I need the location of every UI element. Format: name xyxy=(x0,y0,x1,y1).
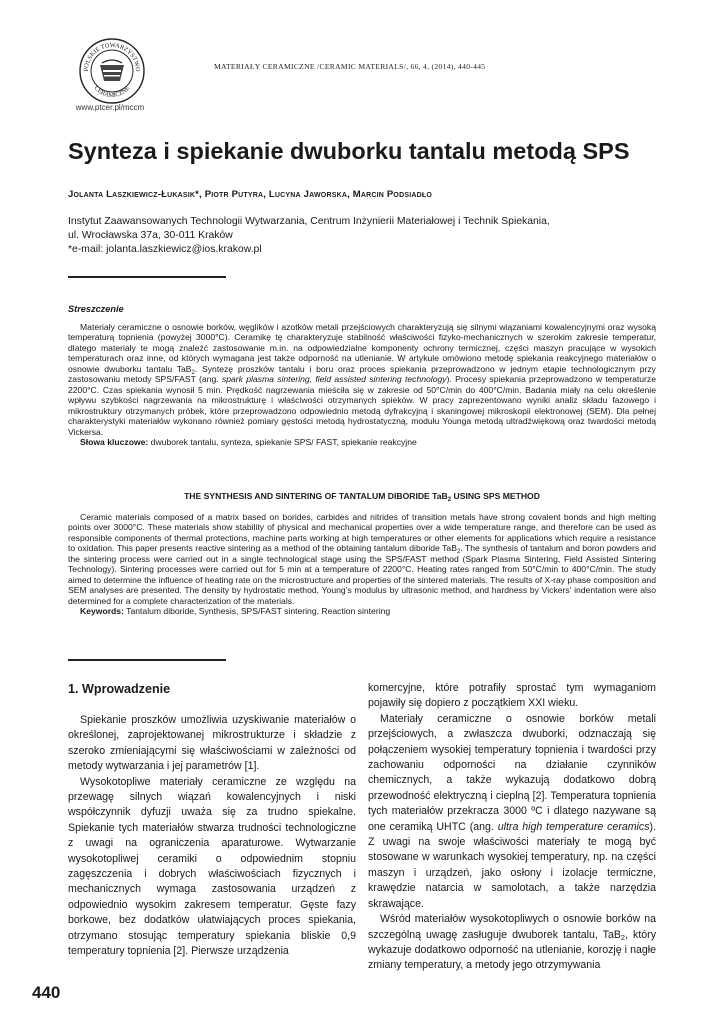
body-column-right xyxy=(368,681,656,974)
paragraph: Wśród materiałów wysokotopliwych o osnowie borków na szczególną uwagę zasługuje dwuborek tantalu, TaB$_2$, który wykazuje dodatkowo odporność na utlenianie, korozję i nagłe zmiany temperatury, a metody jego otrzymywania xyxy=(368,913,656,972)
logo-ring-bottom-text: CERAMICZNE xyxy=(92,84,132,100)
abstract-polish xyxy=(68,322,656,447)
paragraph: Materiały ceramiczne o osnowie borków metali przejściowych, a zwłaszcza dwuborki, odznaczają się połączeniem wysokiej temperatury topnienia i twardości przy zachowaniu odporności na działanie czynników chemicznych, a także wykazują dodatkowo dobrą przewodność elektryczną i cieplną [2]. Temperatura topnienia tych materiałów przekracza 3000 ºC i dlatego nazywane są one ceramiką UHTC (ang. ultra high temperature ceramics). Z uwagi na swoje właściwości materiały te mogą być stosowane w warunkach wysokiej temperatury, np. na części maszyn i urządzeń, jako osłony i izolacje termiczne, krawędzie natarcia w samolotach, a także narzędzia skrawające. xyxy=(368,712,656,910)
section-divider xyxy=(68,659,226,661)
paragraph: Spiekanie proszków umożliwia uzyskiwanie materiałów o określonej, zaprojektowanej mikrostrukturze i składzie z szeroko zmieniającymi się właściwościami w zależności od metody wytwarzania i jej parametrów [1]. xyxy=(68,714,356,773)
journal-citation: MATERIAŁY CERAMICZNE /CERAMIC MATERIALS/, 66, 4, (2014), 440-445 xyxy=(214,62,486,71)
author-list: Jolanta Laszkiewicz-Łukasik*, Piotr Putyra, Lucyna Jaworska, Marcin Podsiadło xyxy=(68,189,432,200)
keywords-polish: Słowa kluczowe: dwuborek tantalu, synteza, spiekanie SPS/ FAST, spiekanie reakcyjne xyxy=(80,436,417,447)
body-column-left xyxy=(68,713,356,960)
logo-ring-top-text: POLSKIE TOWARZYSTWO xyxy=(82,41,142,72)
section-divider xyxy=(68,276,226,278)
abstract-heading: Streszczenie xyxy=(68,304,124,314)
abstract-english-body: Ceramic materials composed of a matrix based on borides, carbides and nitrides of transition metals have strong covalent bonds and high melting points over 3000°C. These materials show stability of physical and mechanical properties over a wide temperature range, and therefore can be used as responsible components of thermal protections, machine parts working at high temperatures or other elements for applications which require a resistance to oxidation. This paper presents reactive sintering as a method of the obtaining tantalum diboride TaB$_2$. The synthesis of tantalum and boron powders and the sintering process were carried out in a single technological stage using the SPS/FAST method (Spark Plasma Sintering, Field Assisted Sintering Technology). Sintering processes were carried out for 5 min at a temperature of 2200°C. Heating rates ranged from 50°C/min to 400°C/min. The study aimed to determine the influence of heating rate on the microstructure and properties of the sintered materials. The results of X-ray phase composition and SEM analyses are presented. The density by hydrostatic method, Young's modulus by ultrasonic method, and hardness by Vickers' indentation were also determined for a complete characterization of the materials. xyxy=(68,512,656,606)
page-number: 440 xyxy=(32,983,61,1002)
article-title: Synteza i spiekanie dwuborku tantalu metodą SPS xyxy=(68,138,630,164)
abstract-english xyxy=(68,512,656,617)
abstract-polish-body: Materiały ceramiczne o osnowie borków, węglików i azotków metali przejściowych charakteryzują się silnymi wiązaniami kowalencyjnymi oraz wysoką temperaturą topnienia (powyżej 3000°C). Ceramikę tę charakteryzuje stabilność właściwości fizyko-mechanicznych w szerokim zakresie temperatur, dlatego materiały te mogą znaleźć zastosowanie m.in. na odpowiedzialne komponenty ochrony termicznej, części maszyn pracujące w wysokich temperaturach oraz inne, od których wymagana jest także odporność na utlenianie. W artykule omówiono metodę spiekania reakcyjnego materiałów o osnowie dwuborku tantalu TaB$_2$. Syntezę proszków tantalu i boru oraz proces spiekania przeprowadzono w jednym etapie technologicznym przy zastosowaniu metody SPS/FAST (ang. spark plasma sintering, field assisted sintering technology). Procesy spiekania przeprowadzono w temperaturze 2200°C. Czas spiekania wynosił 5 min. Prędkość nagrzewania mieściła się w zakresie od 50°C/min do 400°C/min. Badania miały na celu określenie wpływu szybkości nagrzewania na mikrostrukturę i właściwości otrzymanych spieków. W pracy zaprezentowano wyniki analiz składu fazowego i mikrostruktury otrzymanych próbek, które przeprowadzono odpowiednio metodą dyfrakcyjną i skaningowej mikroskopii elektronowej (SEM). Dla pełnej charakterystyki materiałów wykonano również pomiary gęstości metodą hydrostatyczną, modułu Younga metodą ultradźwiękową oraz twardości metodą Vickersa. xyxy=(68,322,656,437)
paragraph: Wysokotopliwe materiały ceramiczne ze względu na przewagę silnych wiązań kowalencyjnych i niski współczynnik dyfuzji uważa się za trudno spiekalne. Spiekanie tych materiałów stwarza trudności technologiczne z uwagi na ograniczenia aparaturowe. Wytwarzanie wysokotopliwej ceramiki o odpowiednim stopniu zagęszczenia i dobrych właściwościach fizycznych i mechanicznych wymaga zastosowania urządzeń z odpowiednio wysokim zakresem temperatur. Gęste fazy borkowe, bez dodatków ułatwiających proces spiekania, otrzymano stosując temperatury spiekania bliskie 0,9 temperatury topnienia [2]. Pierwsze urządzenia xyxy=(68,775,356,958)
society-logo xyxy=(78,37,146,105)
affiliation-institute: Instytut Zaawansowanych Technologii Wytwarzania, Centrum Inżynierii Materiałowej i Technik Spiekania, xyxy=(68,216,550,227)
corresponding-email: *e-mail: jolanta.laszkiewicz@ios.krakow.pl xyxy=(68,243,262,255)
affiliation-address: ul. Wrocławska 37a, 30-011 Kraków xyxy=(68,229,233,241)
affiliation xyxy=(68,215,550,256)
society-url: www.ptcer.pl/mccm xyxy=(75,103,145,112)
section-heading: 1. Wprowadzenie xyxy=(68,682,171,696)
english-title: THE SYNTHESIS AND SINTERING OF TANTALUM DIBORIDE TaB$_2$ USING SPS METHOD xyxy=(184,491,540,503)
keywords-english: Keywords: Tantalum diboride, Synthesis, SPS/FAST sintering, Reaction sintering xyxy=(80,606,391,617)
paragraph: komercyjne, które potrafiły sprostać tym wymaganiom pojawiły się dopiero z początkiem XXI wieku. xyxy=(368,682,656,710)
